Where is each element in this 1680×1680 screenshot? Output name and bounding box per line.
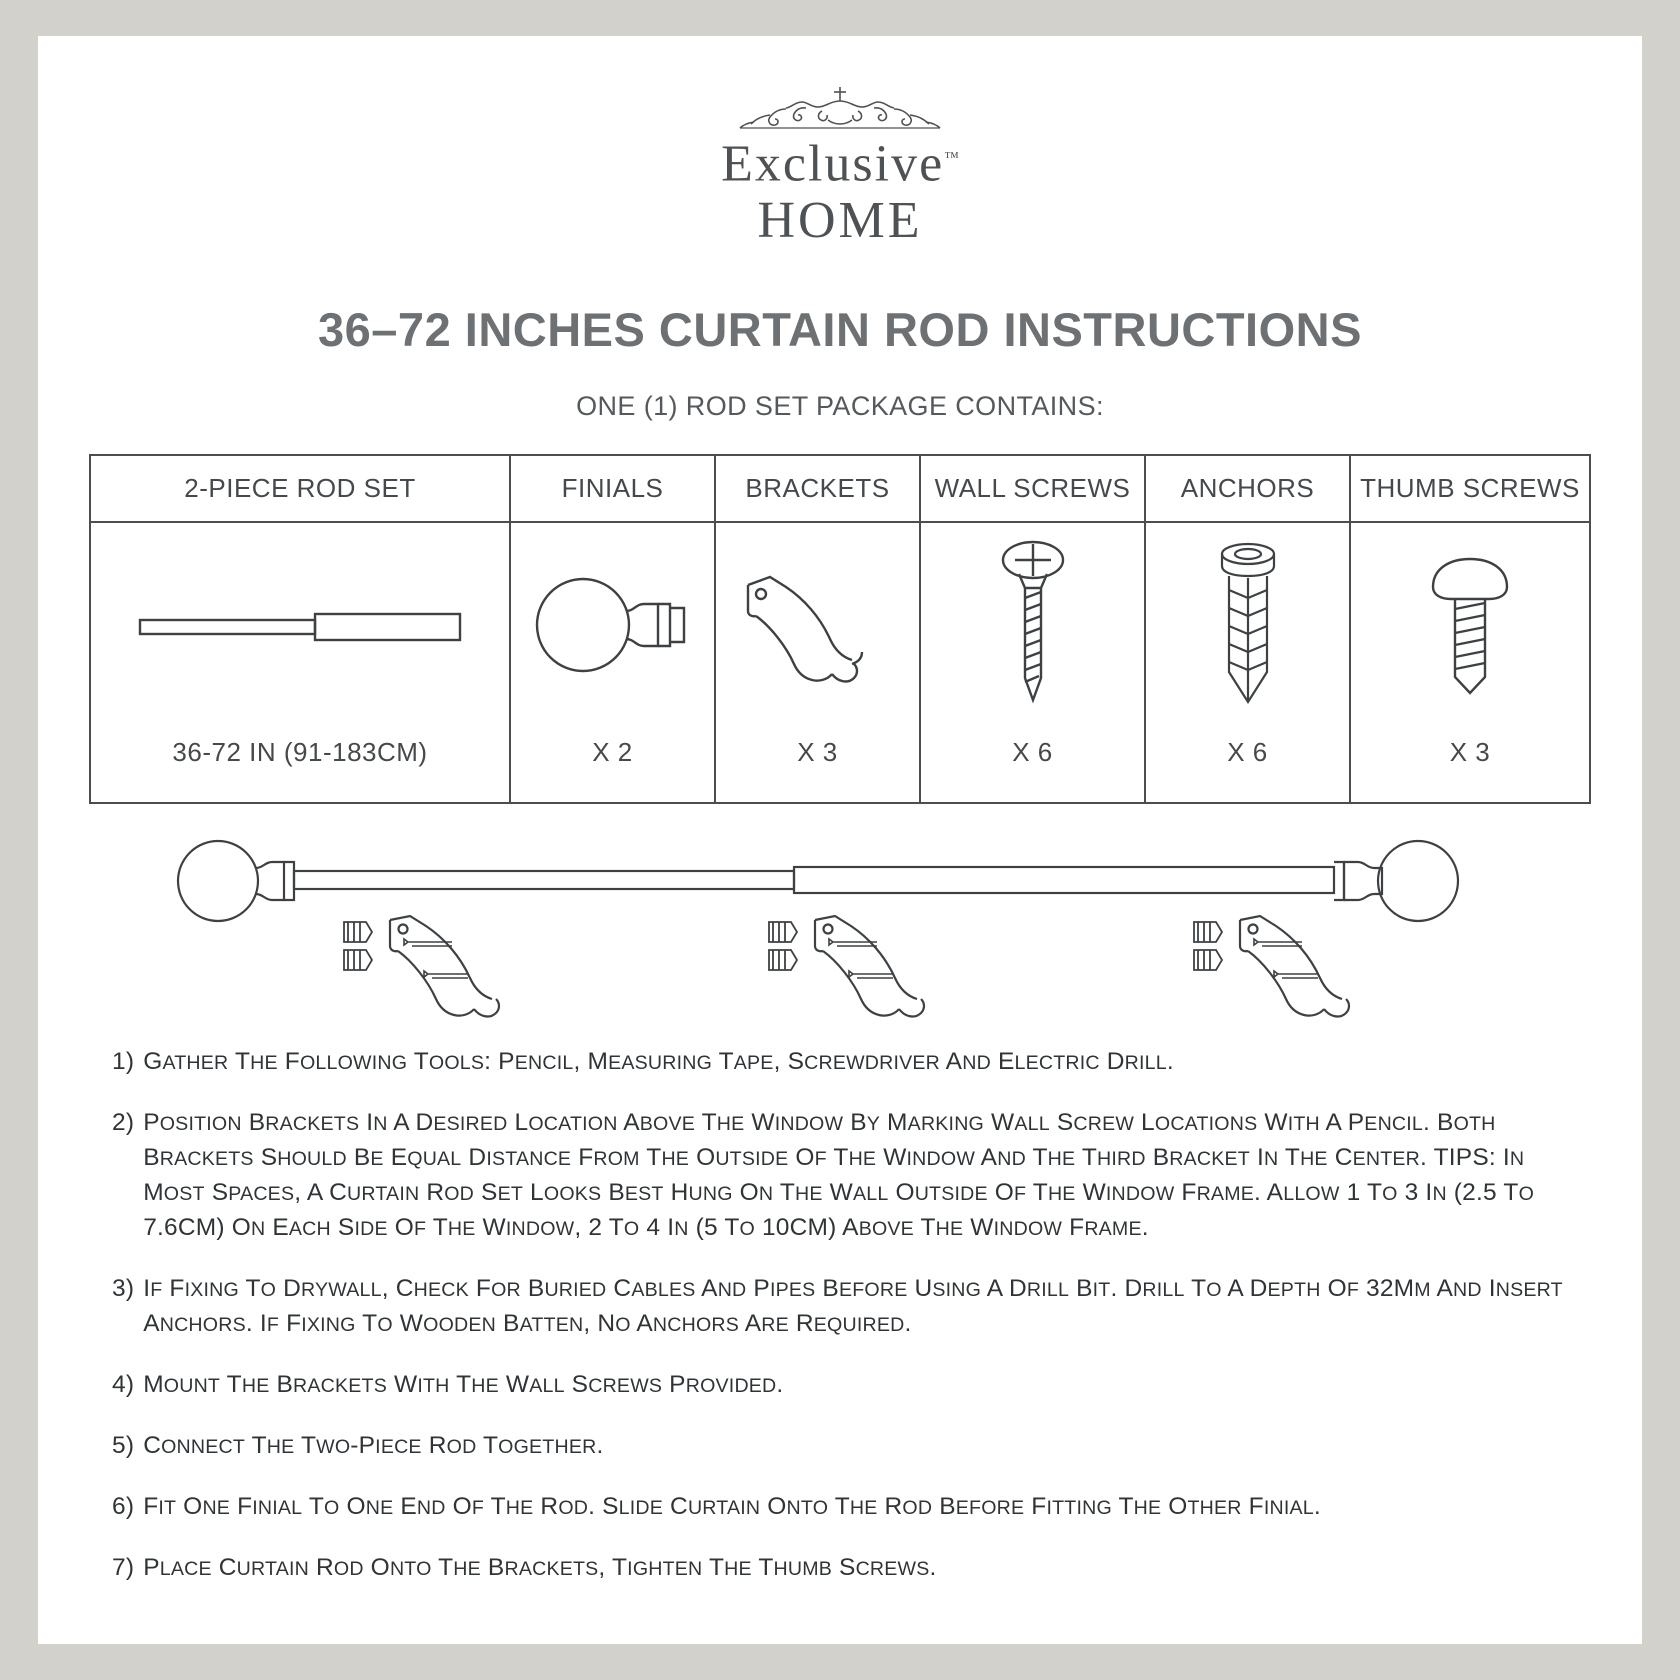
step-text: CONNECT THE TWO-PIECE ROD TOGETHER. (143, 1432, 604, 1460)
quantity-rod-set: 36-72 IN (91-183CM) (90, 733, 510, 803)
quantity-thumb-screws: X 3 (1350, 733, 1590, 803)
step-number: 5) (112, 1432, 135, 1460)
page-title: 36–72 INCHES CURTAIN ROD INSTRUCTIONS (318, 303, 1362, 357)
step-number: 6) (112, 1493, 135, 1521)
step-text: POSITION BRACKETS IN A DESIRED LOCATION ABOVE THE WINDOW BY MARKING WALL SCREW LOCATIONS WITH A PENCIL. BOTH BRACKETS SHOULD BE EQUAL DISTANCE FROM THE OUTSIDE OF THE WINDOW AND THE THIRD BRACKET IN THE CENTER. TIPS: IN MOST SPACES, A CURTAIN ROD SET LOOKS BEST HUNG ON THE WALL OUTSIDE OF THE WINDOW FRAME. ALLOW 1 TO 3 IN (2.5 TO 7.6CM) ON EACH SIDE OF THE WINDOW, 2 TO 4 IN (5 TO 10CM) ABOVE THE WINDOW FRAME. (143, 1109, 1535, 1242)
instruction-sheet (38, 36, 1642, 1644)
brand-name-line2: HOME (757, 192, 923, 250)
step-text: PLACE CURTAIN ROD ONTO THE BRACKETS, TIGHTEN THE THUMB SCREWS. (143, 1554, 937, 1582)
step-number: 2) (112, 1109, 135, 1137)
table-header-row (90, 455, 1590, 522)
column-header-finials: FINIALS (510, 455, 715, 522)
step-text: IF FIXING TO DRYWALL, CHECK FOR BURIED CABLES AND PIPES BEFORE USING A DRILL BIT. DRILL TO A DEPTH OF 32MM AND INSERT ANCHORS. IF FIXING TO WOODEN BATTEN, NO ANCHORS ARE REQUIRED. (143, 1275, 1563, 1338)
instruction-step (112, 1368, 1568, 1403)
anchor-icon (1145, 522, 1350, 733)
page-subtitle: ONE (1) ROD SET PACKAGE CONTAINS: (576, 391, 1104, 422)
column-header-wall-screws: WALL SCREWS (920, 455, 1145, 522)
instruction-step (112, 1045, 1568, 1080)
column-header-anchors: ANCHORS (1145, 455, 1350, 522)
instruction-step (112, 1551, 1568, 1586)
instruction-step (112, 1490, 1568, 1525)
instruction-step (112, 1272, 1568, 1342)
column-header-thumb-screws: THUMB SCREWS (1350, 455, 1590, 522)
assembly-diagram (38, 826, 1642, 1031)
step-text: GATHER THE FOLLOWING TOOLS: PENCIL, MEASURING TAPE, SCREWDRIVER AND ELECTRIC DRILL. (143, 1048, 1174, 1076)
scroll-ornament-icon (38, 84, 1642, 130)
step-number: 7) (112, 1554, 135, 1582)
wall-screw-icon (920, 522, 1145, 733)
rod-icon (90, 522, 510, 733)
quantity-anchors: X 6 (1145, 733, 1350, 803)
table-quantity-row (90, 733, 1590, 803)
step-number: 4) (112, 1371, 135, 1399)
step-text: MOUNT THE BRACKETS WITH THE WALL SCREWS PROVIDED. (143, 1371, 784, 1399)
bracket-icon (715, 522, 920, 733)
finial-icon (510, 522, 715, 733)
column-header-rod-set: 2-PIECE ROD SET (90, 455, 510, 522)
column-header-brackets: BRACKETS (715, 455, 920, 522)
step-number: 3) (112, 1275, 135, 1303)
instruction-step (112, 1429, 1568, 1464)
table-figure-row (90, 522, 1590, 733)
step-text: FIT ONE FINIAL TO ONE END OF THE ROD. SLIDE CURTAIN ONTO THE ROD BEFORE FITTING THE OTHER FINIAL. (143, 1493, 1321, 1521)
instruction-step (112, 1106, 1568, 1246)
instructions-list (112, 1045, 1568, 1586)
trademark-symbol: ™ (944, 150, 959, 166)
step-number: 1) (112, 1048, 135, 1076)
quantity-finials: X 2 (510, 733, 715, 803)
brand-logo (38, 36, 1642, 250)
parts-table (89, 454, 1591, 804)
quantity-brackets: X 3 (715, 733, 920, 803)
brand-name-line1: Exclusive (721, 135, 945, 193)
quantity-wall-screws: X 6 (920, 733, 1145, 803)
thumb-screw-icon (1350, 522, 1590, 733)
